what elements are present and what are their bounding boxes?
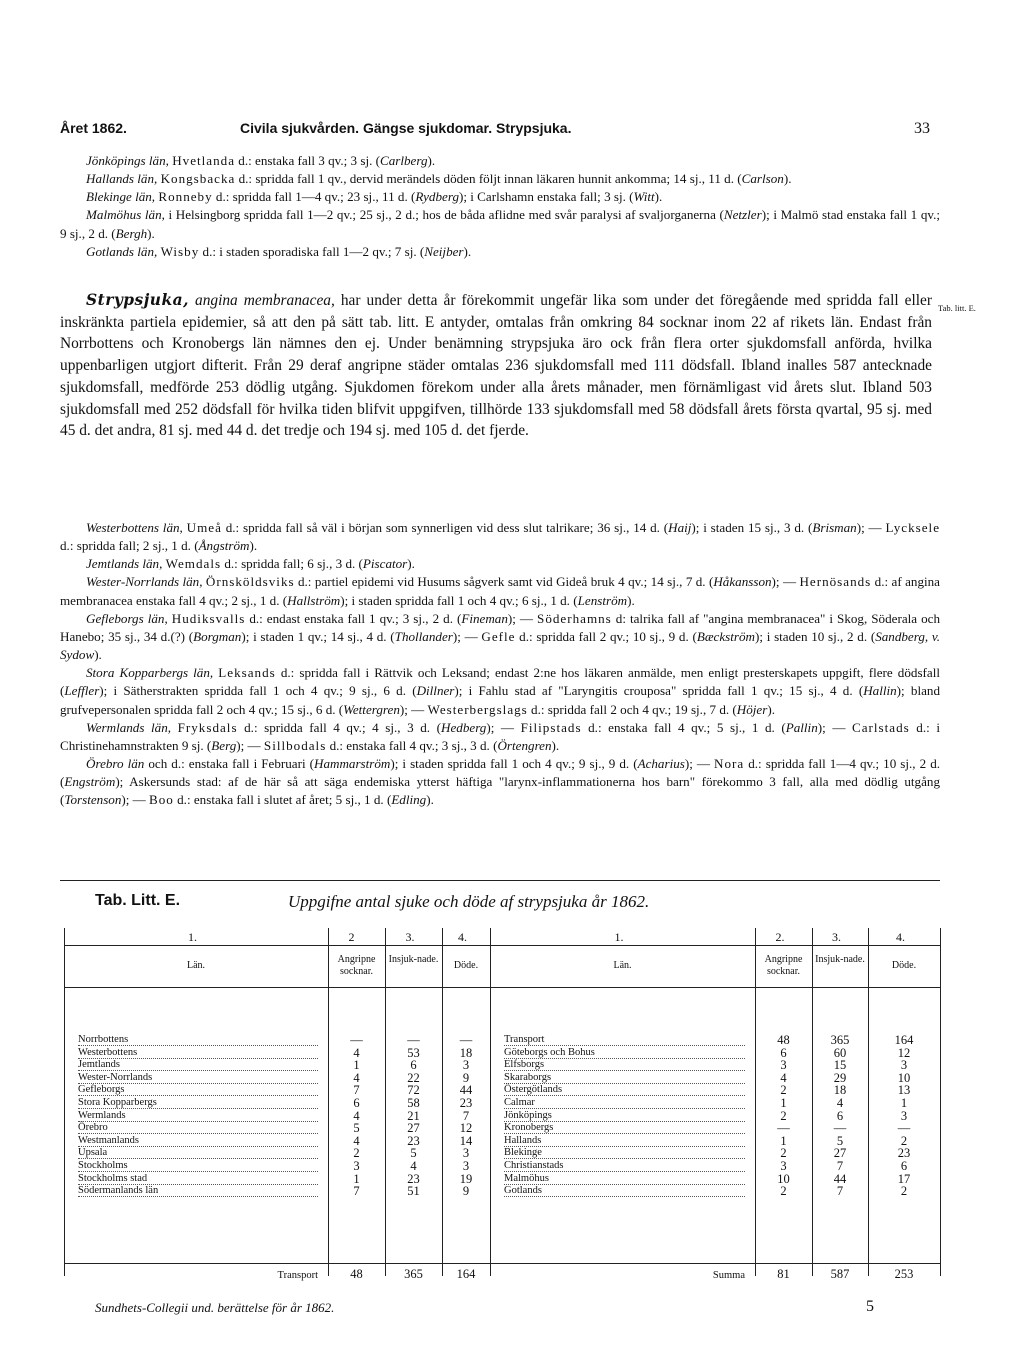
table-cell-insjuknade: 23 (407, 1133, 420, 1148)
table-cell-dode: 9 (462, 1070, 470, 1085)
county-entry: Örebro län och d.: enstaka fall i Februari (Hammarström); i staden spridda fall 1 och 4 qv.; 9 sj., 9 d. (Acharius); — Nora d.: spridda fall 1—4 qv.; 10 sj., 2 d. (Engström); Askersunds stad: af de här så att säga endemiska ytterst häftiga "larynx-inflammationerna hos barn" förekommo 3 fall, alla med dödlig utgång (Torstenson); — Boo d.: enstaka fall i slutet af året; 5 sj., 1 d. (Edling). (60, 756, 941, 808)
table-cell-angripne: 5 (353, 1121, 360, 1136)
table-cell-insjuknade: 27 (833, 1146, 847, 1161)
table-cell-angripne: 2 (780, 1184, 787, 1199)
table-line (64, 1263, 490, 1264)
divider (60, 880, 940, 881)
table-row-lan: Östergötlands (504, 1084, 745, 1096)
column-number: 3. (832, 930, 841, 944)
table-cell-insjuknade: 15 (833, 1058, 847, 1073)
running-header (60, 120, 930, 140)
entries-top (60, 152, 940, 261)
table-cell-insjuknade: 29 (833, 1070, 847, 1085)
table-cell-dode: 1 (900, 1096, 908, 1110)
table-cell-dode: 44 (459, 1083, 473, 1098)
table-cell-dode: 18 (459, 1045, 473, 1060)
table-cell-dode: 164 (894, 1033, 914, 1047)
county-entry: Wermlands län, Fryksdals d.: spridda fall 4 qv.; 4 sj., 3 d. (Hedberg); — Filipstads d.: enstaka fall 4 qv.; 5 sj., 1 d. (Pallin); — Carlstads d.: i Christinehamnstrakten 9 sj. (Berg); — Sillbodals d.: enstaka fall 4 qv.; 3 sj., 3 d. (Örtengren). (60, 719, 940, 753)
table-cell-angripne: 10 (777, 1171, 790, 1186)
table-cell-dode: 23 (459, 1096, 473, 1110)
table-cell-dode: 19 (459, 1171, 473, 1186)
table-caption: Uppgifne antal sjuke och döde af strypsjuka år 1862. (288, 892, 650, 911)
table-cell-angripne: 4 (353, 1045, 360, 1060)
table-cell-insjuknade: 4 (836, 1096, 844, 1110)
table-line (64, 928, 65, 1276)
table-cell-insjuknade: — (833, 1121, 847, 1136)
heading-insjuknade: Insjuk-nade. (815, 954, 865, 965)
column-number: 4. (896, 930, 905, 944)
table-cell-angripne: 3 (780, 1159, 787, 1173)
table-cell-dode: 2 (900, 1133, 908, 1148)
table-cell-angripne: 3 (353, 1159, 360, 1173)
table-row-lan: Blekinge (504, 1147, 745, 1159)
table-cell-angripne: 1 (780, 1096, 787, 1110)
table-cell-dode: 3 (462, 1146, 470, 1161)
table-cell-insjuknade: 21 (407, 1108, 420, 1123)
table-line (385, 928, 386, 1276)
table-row-lan: Hallands (504, 1135, 745, 1147)
table-cell-dode: 17 (897, 1171, 911, 1186)
sidenote: Tab. litt. E. (938, 303, 976, 313)
table-row-lan: Wermlands (78, 1110, 318, 1122)
table-cell-dode: 13 (897, 1083, 911, 1098)
table-row-lan: Göteborgs och Bohus (504, 1047, 745, 1059)
table-row-lan: Stockholms (78, 1160, 318, 1172)
table-row-lan: Calmar (504, 1097, 745, 1109)
table-total-label: Summa (712, 1270, 745, 1281)
footer-source: Sundhets-Collegii und. berättelse för år 1862. (95, 1300, 335, 1315)
table-row-lan: Stora Kopparbergs (78, 1097, 318, 1109)
table-cell-insjuknade: 7 (836, 1159, 844, 1173)
table-total-angripne: 81 (777, 1267, 790, 1281)
table-cell-angripne: 4 (353, 1070, 360, 1085)
table-row-lan: Wester-Norrlands (78, 1072, 318, 1084)
table-line (442, 928, 443, 1276)
table-cell-angripne: 6 (780, 1045, 787, 1060)
heading-angripne: Angripne socknar. (337, 954, 376, 977)
table-row-lan: Gotlands (504, 1185, 745, 1197)
table-cell-insjuknade: 6 (836, 1108, 844, 1123)
table-total-dode: 164 (456, 1267, 476, 1281)
data-table (60, 926, 945, 1281)
table-row-lan: Christianstads (504, 1160, 745, 1172)
table-cell-insjuknade: 53 (407, 1045, 420, 1060)
table-cell-angripne: — (777, 1121, 790, 1136)
county-entry: Jönköpings län, Hvetlanda d.: enstaka fall 3 qv.; 3 sj. (Carlberg). (86, 153, 436, 168)
table-cell-insjuknade: 365 (830, 1033, 850, 1047)
table-total-label: Transport (277, 1270, 318, 1281)
table-row-lan: Norrbottens (78, 1034, 318, 1046)
column-number: 3. (405, 930, 415, 944)
table-row-lan: Stockholms stad (78, 1173, 318, 1185)
table-cell-dode: 6 (900, 1159, 908, 1173)
table-cell-dode: 2 (900, 1184, 908, 1199)
table-total-insjuknade: 365 (404, 1267, 423, 1281)
table-row-lan: Gefleborgs (78, 1084, 318, 1096)
table-cell-insjuknade: 51 (407, 1184, 420, 1199)
table-cell-insjuknade: 44 (833, 1171, 847, 1186)
table-cell-insjuknade: 23 (407, 1171, 420, 1186)
table-cell-angripne: 1 (353, 1058, 360, 1073)
table-cell-insjuknade: 4 (410, 1159, 417, 1173)
county-entry: Malmöhus län, i Helsingborg spridda fall 1—2 qv.; 25 sj., 2 d.; hos de båda aflidne med svår paralysi af svaljorganerna (Netzler); i Malmö stad enstaka fall 1 qv.; 9 sj., 2 d. (Bergh). (60, 207, 940, 241)
table-row-lan: Westmanlands (78, 1135, 318, 1147)
page-number: 33 (914, 120, 930, 137)
column-number: 1. (188, 930, 197, 944)
table-cell-insjuknade: 27 (407, 1121, 420, 1136)
table-cell-insjuknade: 18 (833, 1083, 847, 1098)
table-cell-insjuknade: — (407, 1033, 420, 1047)
table-cell-insjuknade: 7 (836, 1184, 844, 1199)
main-paragraph (60, 290, 976, 442)
table-cell-angripne: 6 (353, 1096, 360, 1110)
table-cell-angripne: 2 (780, 1108, 787, 1123)
county-entry: Wester-Norrlands län, Örnsköldsviks d.: partiel epidemi vid Husums sågverk samt vid Gideå bruk 4 qv.; 14 sj., 7 d. (Håkansson); — Hernösands d.: af angina membranacea enstaka fall 4 qv.; 2 sj., 1 d. (Hallström); i staden spridda fall 1 och 4 qv.; 6 sj., 1 d. (Lenström). (60, 574, 940, 608)
header-section: Civila sjukvården. Gängse sjukdomar. Strypsjuka. (240, 120, 572, 136)
county-entry: Hallands län, Kongsbacka d.: spridda fall 1 qv., dervid merändels döden följt innan läkaren hunnit ankomma; 14 sj., 11 d. (Carlson). (86, 171, 792, 187)
table-cell-insjuknade: 72 (407, 1083, 420, 1098)
table-cell-angripne: 2 (353, 1146, 360, 1161)
table-cell-angripne: 4 (780, 1070, 787, 1085)
table-line (64, 945, 940, 946)
table-cell-angripne: 4 (353, 1133, 360, 1148)
table-line (490, 928, 491, 1276)
table-cell-angripne: 3 (780, 1058, 787, 1073)
table-cell-dode: 3 (900, 1058, 908, 1073)
table-cell-dode: 7 (462, 1108, 470, 1123)
table-line (64, 987, 940, 988)
county-entry: Jemtlands län, Wemdals d.: spridda fall; 6 sj., 3 d. (Piscator). (86, 556, 415, 572)
column-number: 1. (614, 930, 624, 944)
table-cell-dode: 3 (462, 1058, 470, 1073)
column-number: 2. (775, 930, 785, 944)
table-cell-insjuknade: 22 (407, 1070, 420, 1085)
table-cell-insjuknade: 58 (407, 1096, 420, 1110)
table-row-lan: Örebro (78, 1122, 318, 1134)
table-line (812, 928, 813, 1276)
table-cell-dode: — (459, 1033, 473, 1047)
county-entry: Gefleborgs län, Hudiksvalls d.: endast enstaka fall 1 qv.; 3 sj., 2 d. (Fineman); — Söderhamns d: talrika fall af "angina membranacea" i Skog, Söderala och Hanebo; 35 sj., 34 d.(?) (Borgman); i staden 1 qv.; 14 sj., 4 d. (Thollander); — Gefle d.: spridda fall 2 qv.; 10 sj., 9 d. (Bæckström); i staden 10 sj., 2 d. (Sandberg, v. Sydow). (60, 610, 940, 663)
table-row-lan: Skaraborgs (504, 1072, 745, 1084)
header-year: Året 1862. (60, 120, 127, 136)
table-line (328, 928, 329, 1276)
county-entry: Blekinge län, Ronneby d.: spridda fall 1—4 qv.; 23 sj., 11 d. (Rydberg); i Carlshamn enstaka fall; 3 sj. (Witt). (86, 189, 663, 205)
table-total-dode: 253 (894, 1267, 914, 1281)
county-entry: Stora Kopparbergs län, Leksands d.: spridda fall i Rättvik och Leksand; endast 2:ne hos läkaren anmälde, men enligt presterskapets uppgift, flere dödsfall (Leffler); i Sätherstrakten spridda fall 1 och 4 qv.; 9 sj., 6 d. (Dillner); i Fahlu stad af "Laryngitis crouposa" spridda fall 1 qv.; 15 sj., 4 d. (Hallin); bland grufvepersonalen spridda fall 2 och 4 qv.; 15 sj., 6 d. (Wettergren); — Westerbergslags d.: spridda fall 2 och 4 qv.; 19 sj., 7 d. (Höjer). (60, 665, 940, 717)
table-total-angripne: 48 (350, 1267, 363, 1281)
table-cell-insjuknade: 6 (410, 1058, 417, 1073)
column-number: 4. (458, 930, 467, 944)
table-cell-angripne: 4 (353, 1108, 360, 1123)
table-cell-angripne: 2 (780, 1083, 787, 1098)
table-row-lan: Upsala (78, 1147, 318, 1159)
table-cell-angripne: 7 (353, 1083, 360, 1098)
table-cell-angripne: 2 (780, 1146, 787, 1161)
table-row-lan: Westerbottens (78, 1047, 318, 1059)
table-row-lan: Elfsborgs (504, 1059, 745, 1071)
column-number: 2 (348, 930, 355, 944)
table-row-lan: Malmöhus (504, 1173, 745, 1185)
table-row-lan: Jemtlands (78, 1059, 318, 1071)
keyword: Strypsjuka, (86, 291, 189, 309)
table-cell-angripne: 48 (777, 1033, 790, 1047)
heading-angripne: Angripne socknar. (764, 954, 803, 977)
footer-sheet-number: 5 (866, 1298, 874, 1315)
table-cell-angripne: 1 (353, 1171, 360, 1186)
table-cell-dode: 23 (897, 1146, 911, 1161)
main-text: angina membranacea, har under detta år förekommit ungefär lika som under det föregående med spridda fall eller inskränkta partiela epidemier, så att den på sätt tab. litt. E antyder, omtalas från omkring 84 socknar inom 22 af rikets län. Endast från Norrbottens och Kronobergs län nämnes den ej. Under benämning strypsjuka äro ock från flera orter sjukdomsfall anförda, hvilka uppenbarligen utgjort difterit. Från 29 deraf angripne städer omtalas 236 sjukdomsfall med 111 dödsfall. Ibland inalles 587 antecknade sjukdomsfall, medförde 253 dödlig utgång. Sjukdomen förekom under alla årets månader, men förnämligast vid årets slut. Ibland 503 sjukdomsfall med 252 dödsfall för hvilka tiden blifvit uppgifven, tillhörde 133 sjukdomsfall med 58 dödsfall årets första qvartal, 95 sj. med 45 d. det andra, 81 sj. med 44 d. det tredje och 194 sj. med 105 d. det fjerde. (60, 292, 932, 440)
table-cell-dode: 12 (459, 1121, 473, 1136)
table-line (755, 928, 756, 1276)
heading-dode: Döde. (891, 960, 917, 971)
table-cell-dode: 10 (897, 1070, 911, 1085)
heading-lan: Län. (613, 960, 632, 971)
table-row-lan: Jönköpings (504, 1110, 745, 1122)
table-row-lan: Kronobergs (504, 1122, 745, 1134)
table-cell-angripne: 1 (780, 1133, 787, 1148)
table-cell-insjuknade: 60 (833, 1045, 847, 1060)
entries-bottom (60, 519, 940, 810)
table-line (490, 1263, 940, 1264)
table-cell-dode: 14 (459, 1133, 473, 1148)
table-line (940, 928, 941, 1276)
table-total-insjuknade: 587 (830, 1267, 850, 1281)
heading-lan: Län. (186, 960, 206, 971)
county-entry: Westerbottens län, Umeå d.: spridda fall så väl i början som synnerligen vid dess slut talrikare; 36 sj., 14 d. (Haij); i staden 15 sj., 3 d. (Brisman); — Lycksele d.: spridda fall; 2 sj., 1 d. (Ångström). (60, 520, 941, 554)
table-cell-angripne: — (350, 1033, 363, 1047)
table-cell-angripne: 7 (353, 1184, 360, 1199)
heading-insjuknade: Insjuk-nade. (388, 954, 439, 965)
table-cell-dode: 3 (462, 1159, 470, 1173)
table-cell-dode: — (897, 1121, 911, 1136)
table-cell-dode: 12 (897, 1045, 911, 1060)
table-line (868, 928, 869, 1276)
table-label: Tab. Litt. E. (95, 892, 181, 909)
table-cell-insjuknade: 5 (836, 1133, 844, 1148)
county-entry: Gotlands län, Wisby d.: i staden sporadiska fall 1—2 qv.; 7 sj. (Neijber). (86, 243, 472, 259)
heading-dode: Döde. (453, 960, 479, 971)
table-cell-dode: 3 (900, 1108, 908, 1123)
table-cell-dode: 9 (462, 1184, 470, 1199)
table-row-lan: Södermanlands län (78, 1185, 318, 1197)
table-row-lan: Transport (504, 1034, 745, 1046)
table-cell-insjuknade: 5 (410, 1146, 417, 1161)
